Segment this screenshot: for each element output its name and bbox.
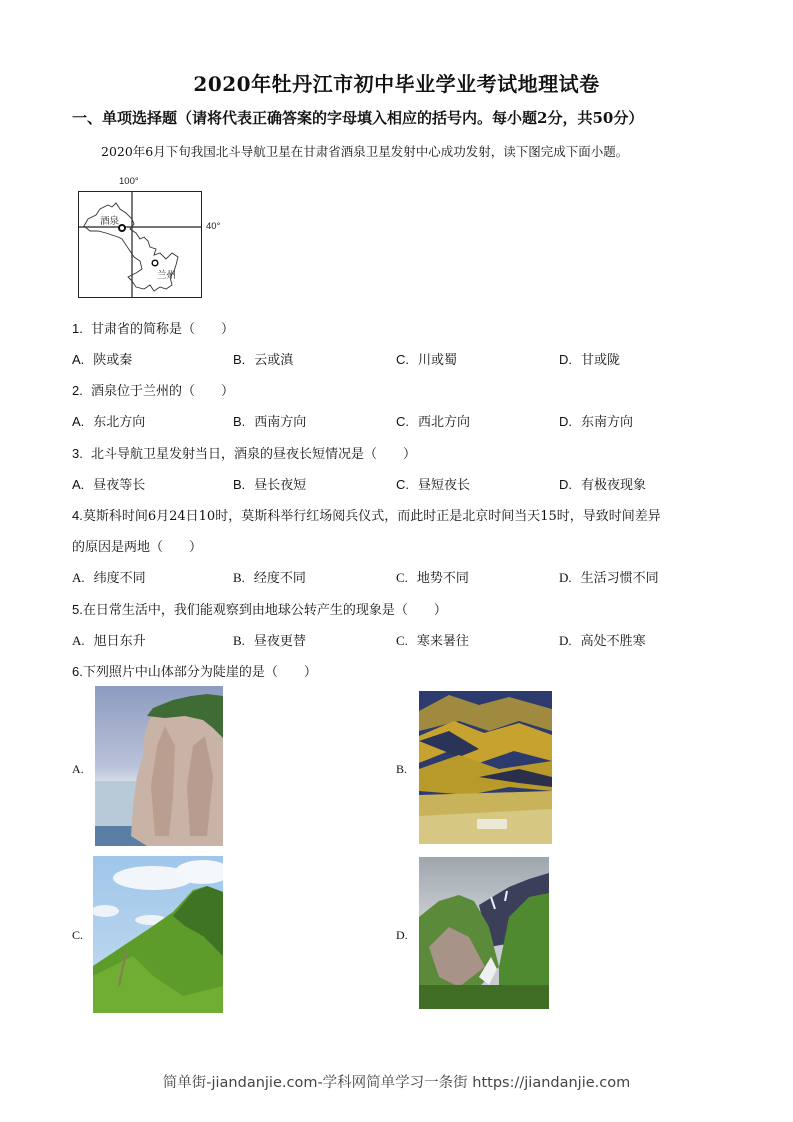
intro-paragraph: 2020年6月下旬我国北斗导航卫星在甘肃省酒泉卫星发射中心成功发射，读下图完成下面小题。 bbox=[101, 144, 629, 159]
photo-label-c: C. bbox=[72, 928, 84, 942]
option-3a[interactable]: A. 昼夜等长 bbox=[72, 477, 146, 493]
option-1d[interactable]: D. 甘或陇 bbox=[559, 352, 621, 368]
question-number: 2. bbox=[72, 383, 83, 398]
question-5 bbox=[72, 599, 447, 618]
photo-label-a: A. bbox=[72, 762, 84, 776]
map-frame bbox=[78, 191, 202, 298]
option-3b[interactable]: B. 昼长夜短 bbox=[233, 477, 307, 493]
question-text: 酒泉位于兰州的（ ） bbox=[90, 384, 234, 399]
photo-a-sea-cliff[interactable] bbox=[95, 686, 223, 846]
question-number: 5. bbox=[72, 602, 83, 617]
option-4d[interactable]: D. 生活习惯不同 bbox=[559, 570, 659, 586]
footer-watermark: 简单街-jiandanjie.com-学科网简单学习一条街 https://jiandanjie.com bbox=[162, 1075, 631, 1091]
question-number: 1. bbox=[72, 321, 83, 336]
latitude-label: 40° bbox=[206, 221, 221, 232]
section-heading: 一、单项选择题（请将代表正确答案的字母填入相应的括号内。每小题2分，共50分） bbox=[72, 109, 644, 127]
option-1b[interactable]: B. 云或滇 bbox=[233, 352, 294, 368]
question-4-continued: 的原因是两地（ ） bbox=[72, 540, 203, 555]
photo-b-hills[interactable] bbox=[419, 691, 552, 844]
option-1c[interactable]: C. 川或蜀 bbox=[396, 352, 458, 368]
hills-image-icon bbox=[419, 691, 552, 844]
question-number: 3. bbox=[72, 446, 83, 461]
green-ridge-image-icon bbox=[93, 856, 223, 1013]
question-text: 下列照片中山体部分为陡崖的是（ ） bbox=[82, 665, 317, 680]
question-2 bbox=[72, 380, 234, 399]
question-text: 在日常生活中，我们能观察到由地球公转产生的现象是（ ） bbox=[82, 603, 447, 618]
question-4 bbox=[72, 505, 661, 524]
option-3c[interactable]: C. 昼短夜长 bbox=[396, 477, 471, 493]
option-5d[interactable]: D. 高处不胜寒 bbox=[559, 633, 646, 649]
option-5a[interactable]: A. 旭日东升 bbox=[72, 633, 146, 649]
question-1 bbox=[72, 318, 234, 337]
option-4a[interactable]: A. 纬度不同 bbox=[72, 570, 146, 586]
option-4c[interactable]: C. 地势不同 bbox=[396, 570, 469, 586]
option-1a[interactable]: A. 陕或秦 bbox=[72, 352, 133, 368]
alpine-valley-image-icon bbox=[419, 857, 549, 1009]
page-title: 2020年牡丹江市初中毕业学业考试地理试卷 bbox=[193, 72, 600, 96]
city-label-lanzhou: 兰州 bbox=[157, 270, 177, 281]
photo-label-d: D. bbox=[396, 928, 408, 942]
option-2a[interactable]: A. 东北方向 bbox=[72, 414, 146, 430]
option-2b[interactable]: B. 西南方向 bbox=[233, 414, 307, 430]
question-number: 4. bbox=[72, 508, 83, 523]
photo-c-green-ridge[interactable] bbox=[93, 856, 223, 1013]
city-label-jiuquan: 酒泉 bbox=[100, 216, 120, 227]
option-2c[interactable]: C. 西北方向 bbox=[396, 414, 471, 430]
sea-cliff-image-icon bbox=[95, 686, 223, 846]
option-2d[interactable]: D. 东南方向 bbox=[559, 414, 634, 430]
option-3d[interactable]: D. 有极夜现象 bbox=[559, 477, 647, 493]
photo-d-alpine-valley[interactable] bbox=[419, 857, 549, 1009]
question-number: 6. bbox=[72, 664, 83, 679]
question-text: 甘肃省的简称是（ ） bbox=[90, 322, 234, 337]
question-text-line-1: 莫斯科时间6月24日10时，莫斯科举行红场阅兵仪式，而此时正是北京时间当天15时，导致时间差异 bbox=[82, 509, 661, 524]
option-5c[interactable]: C. 寒来暑往 bbox=[396, 633, 469, 649]
longitude-label: 100° bbox=[119, 176, 139, 187]
question-3 bbox=[72, 443, 416, 462]
question-6 bbox=[72, 661, 317, 680]
gansu-outline-icon bbox=[78, 191, 202, 298]
option-5b[interactable]: B. 昼夜更替 bbox=[233, 633, 306, 649]
photo-label-b: B. bbox=[396, 762, 408, 776]
question-text: 北斗导航卫星发射当日，酒泉的昼夜长短情况是（ ） bbox=[90, 447, 416, 462]
option-4b[interactable]: B. 经度不同 bbox=[233, 570, 306, 586]
